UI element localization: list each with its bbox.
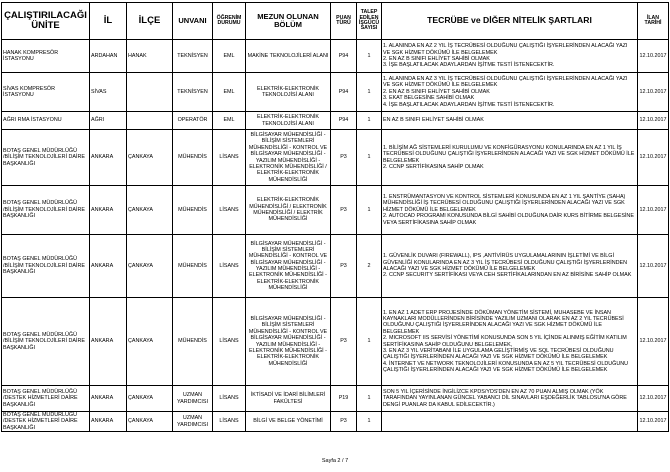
cell-province: ARDAHAN <box>90 40 127 73</box>
unit-line: BAŞKANLIĞI <box>3 160 36 167</box>
requirements-line: 2. CCNP SERTİFİKASINA SAHİP OLMAK <box>383 163 484 170</box>
table-row <box>2 40 669 73</box>
cell-department <box>246 112 331 130</box>
unit-line: BOTAŞ GENEL MÜDÜRLÜĞÜ <box>3 388 77 395</box>
requirements-line: BELGELEMEK <box>383 328 420 335</box>
unit-line: BAŞKANLIĞI <box>3 269 36 276</box>
requirements-line: TARAFINDAN YAYINLANAN GÜNCEL YABANCI DİL SINAVLARI EŞDEĞERLİK TABLOSU'NA GÖRE <box>383 395 627 402</box>
cell-count: 1 <box>357 130 382 186</box>
department-line: MÜHENDİSLİĞİ / ELEKTRİK <box>253 210 323 216</box>
cell-score-type: P19 <box>331 386 357 412</box>
cell-unit <box>2 235 90 298</box>
requirements-line: 2. CCNP SECURITY SERTİFİKASI VEYA CEH SERTİFİKALARINDAN EN AZ BİRİSİNE SAHİP OLMAK <box>383 272 632 279</box>
cell-education: EML <box>213 73 246 112</box>
requirements-line: 3. EN AZ 3 YIL VERİTABANI İLE UYGULAMA GELİŞTİRMİŞ VE SQL TECRÜBESİ OLDUĞUNU <box>383 347 614 354</box>
requirements-line: 2. EN AZ B SINIFI EHLİYET SAHİBİ OLMAK <box>383 56 490 62</box>
requirements-line: MÜHENDİSLİĞİ İŞ TECRÜBESİ OLDUĞUNU ÇALIŞTIĞI İŞYERLERİNDEN ALACAĞI YAZI VE SGK <box>383 200 625 207</box>
requirements-line: KAYNAKLARI MODÜLLERİNDEN BİRİSİNDE YAZILIM UZMANI OLARAK EN AZ 2 YIL TECRÜBESİ <box>383 316 624 322</box>
cell-district: HANAK <box>127 40 173 73</box>
cell-date: 12.10.2017 <box>638 130 669 186</box>
cell-requirements <box>382 73 638 112</box>
cell-date: 12.10.2017 <box>638 412 669 432</box>
cell-education: LİSANS <box>213 235 246 298</box>
cell-requirements <box>382 386 638 412</box>
page-number: Sayfa 2 / 7 <box>321 458 349 464</box>
cell-unit <box>2 130 90 186</box>
department-line: MÜHENDİSLİĞİ - KONTROL VE <box>248 328 328 335</box>
department-line: YAZILIM MÜHENDİSLİĞİ - <box>255 266 321 272</box>
cell-count: 1 <box>357 112 382 130</box>
unit-line: /DESTEK HİZMETLERİ DAİRE <box>3 395 78 402</box>
table-row <box>2 130 669 186</box>
requirements-line: ÇALIŞTIĞI İŞYERLERİNDEN ALACAĞI YAZI VE SGK HİZMET DÖKÜMÜ İLE BELGELEMEK <box>383 367 608 373</box>
cell-date: 12.10.2017 <box>638 112 669 130</box>
header-department: MEZUN OLUNAN BÖLÜM <box>246 3 331 40</box>
unit-line: BAŞKANLIĞI <box>3 213 36 220</box>
department-line: BİLGİSAYAR MÜHENDİSLİĞİ - <box>250 316 326 322</box>
cell-requirements <box>382 298 638 386</box>
department-line: TEKNOLOJİSİ ALANI <box>262 120 314 127</box>
requirements-line: DENGİ PUANLAR DA KABUL EDİLECEKTİR.) <box>383 401 495 408</box>
requirements-line: 4. İŞE BAŞLATILACAK ADAYLARDAN İŞİTME TESTİ İSTENECEKTİR. <box>383 101 555 108</box>
header-province: İL <box>90 3 127 40</box>
department-line: BİLGİSAYAR MÜHENDİSLİĞİ - <box>250 151 326 158</box>
table-row <box>2 386 669 412</box>
department-line: MÜHENDİSLİĞİ <box>268 216 308 223</box>
cell-date: 12.10.2017 <box>638 186 669 235</box>
cell-requirements <box>382 412 638 432</box>
requirements-line: 2. AUTOCAD PROGRAMI KONUSUNDA BİLGİ SAHİBİ OLDUĞUNA DAİR KURS BİTİRME BELGESİNE <box>383 213 634 220</box>
cell-requirements <box>382 235 638 298</box>
cell-education: LİSANS <box>213 130 246 186</box>
requirements-line: 3. İŞE BAŞLATILACAK ADAYLARDAN İŞİTME TESTİ İSTENECEKTİR. <box>383 62 555 69</box>
table-row <box>2 298 669 386</box>
cell-score-type: P94 <box>331 112 357 130</box>
cell-title: OPERATÖR <box>173 112 213 130</box>
requirements-line: BELGELEMEK <box>383 157 420 164</box>
department-line: ELEKTRİK-ELEKTRONİK <box>256 197 319 204</box>
cell-count: 1 <box>357 412 382 432</box>
department-line: BİLGİSAYAR MÜHENDİSLİĞİ - <box>250 240 326 247</box>
cell-unit <box>2 73 90 112</box>
cell-count: 1 <box>357 73 382 112</box>
requirements-line: TECRÜBESİ OLDUĞUNU ÇALIŞTIĞI İŞYERLERİNDEN ALACAĞI YAZI VE SGK HİZMET DÖKÜMÜ İLE <box>383 151 635 158</box>
header-row <box>2 3 669 40</box>
unit-line: BOTAŞ GENEL MÜDÜRLÜĞÜ <box>3 256 77 263</box>
cell-title: UZMAN YARDIMCISI <box>173 412 213 432</box>
department-line: ELEKTRİK-ELEKTRONİK <box>256 170 319 177</box>
cell-unit <box>2 186 90 235</box>
requirements-line: 2. MICROSOFT IIS SERVİSİ YÖNETİMİ KONUSUNDA SON 5 YIL İÇİNDE ALINMIŞ EĞİTİM KATILIM <box>383 335 627 342</box>
unit-line: BAŞKANLIĞI <box>3 401 36 408</box>
cell-department <box>246 130 331 186</box>
cell-education: LİSANS <box>213 412 246 432</box>
unit-line: /BİLİŞİM TEKNOLOJİLERİ DAİRE <box>3 338 85 345</box>
cell-date: 12.10.2017 <box>638 73 669 112</box>
department-line: ELEKTRİK-ELEKTRONİK <box>256 114 319 121</box>
department-line: BİLGİSAYAR MÜHENDİSLİĞİ - <box>250 259 326 266</box>
header-date: İLAN TARİHİ <box>638 3 669 40</box>
unit-line: BOTAŞ GENEL MÜDÜRLÜĞÜ <box>3 200 77 207</box>
requirements-line: VEYA SERTİFİKASINA SAHİP OLMAK <box>383 219 477 226</box>
department-line: MÜHENDİSLİĞİ <box>268 176 308 183</box>
cell-score-type: P3 <box>331 235 357 298</box>
cell-score-type: P3 <box>331 186 357 235</box>
department-line: BİLİŞİM SİSTEMLERİ <box>261 246 315 253</box>
cell-title: TEKNİSYEN <box>173 73 213 112</box>
cell-province: ANKARA <box>90 386 127 412</box>
department-line: BİLİŞİM SİSTEMLERİ <box>261 322 315 329</box>
cell-score-type: P94 <box>331 73 357 112</box>
requirements-line: VE SGK HİZMET DÖKÜMÜ İLE BELGELEMEK <box>383 49 498 56</box>
cell-title: TEKNİSYEN <box>173 40 213 73</box>
cell-department <box>246 40 331 73</box>
header-education: ÖĞRENİM DURUMU <box>213 3 246 40</box>
requirements-line: 3. EKAT BELGESİNE SAHİBİ OLMAK <box>383 95 475 102</box>
header-title: UNVANI <box>173 3 213 40</box>
cell-education: LİSANS <box>213 186 246 235</box>
cell-date: 12.10.2017 <box>638 298 669 386</box>
cell-date: 12.10.2017 <box>638 235 669 298</box>
unit-line: BAŞKANLIĞI <box>3 344 36 351</box>
department-line: ELEKTRONİK MÜHENDİSLİĞİ - <box>249 347 327 354</box>
department-line: ELEKTRİK-ELEKTRONİK <box>256 85 319 92</box>
cell-province: ANKARA <box>90 186 127 235</box>
department-line: FAKÜLTESİ <box>273 398 303 405</box>
department-line: BİLGİ VE BELGE YÖNETİMİ <box>253 418 323 425</box>
department-line: YAZILIM MÜHENDİSLİĞİ - <box>255 341 321 348</box>
requirements-line: 1. ALANINDA EN AZ 2 YIL İŞ TECRÜBESİ OLDUĞUNU ÇALIŞTIĞI İŞYERLERİNDEN ALACAĞI YAZI <box>383 43 628 50</box>
cell-score-type: P94 <box>331 40 357 73</box>
cell-score-type: P3 <box>331 130 357 186</box>
job-listing-table <box>1 2 669 432</box>
department-line: ELEKTRİK-ELEKTRONİK <box>256 278 319 285</box>
requirements-line: 2. EN AZ B SINIFI EHLİYET SAHİBİ OLMAK <box>383 88 490 95</box>
department-line: MÜHENDİSLİĞİ <box>268 360 308 367</box>
cell-department <box>246 235 331 298</box>
requirements-line: 1. BİLİŞİM AĞ SİSTEMLERİ KURULUMU VE KONFİGÜRASYONU KONULARINDA EN AZ 1 YIL İŞ <box>383 144 622 151</box>
cell-department <box>246 73 331 112</box>
header-requirements: TECRÜBE ve DİĞER NİTELİK ŞARTLARI <box>382 3 638 40</box>
cell-unit <box>2 298 90 386</box>
cell-score-type: P3 <box>331 298 357 386</box>
cell-title: MÜHENDİS <box>173 235 213 298</box>
cell-requirements <box>382 112 638 130</box>
department-line: MÜHENDİSLİĞİ - KONTROL VE <box>248 253 328 260</box>
cell-unit <box>2 112 90 130</box>
unit-line: İSTASYONU <box>3 92 34 98</box>
requirements-line: VE SGK HİZMET DÖKÜMÜ İLE BELGELEMEK <box>383 82 498 89</box>
cell-count: 1 <box>357 186 382 235</box>
cell-education: EML <box>213 112 246 130</box>
unit-line: İSTASYONU <box>3 56 34 62</box>
department-line: TEKNOLOJİSİ ALANI <box>262 92 314 98</box>
department-line: BİLİŞİM SİSTEMLERİ <box>261 138 315 145</box>
requirements-line: 1. EN AZ 1 ADET ERP PROJESİNDE DÖKÜMAN YÖNETİM SİSTEMİ, MUHASEBE VE İNSAN <box>383 309 611 316</box>
cell-district: ÇANKAYA <box>127 298 173 386</box>
header-count: TALEP EDİLEN İŞGÜCÜ SAYISI <box>357 3 382 40</box>
cell-count: 1 <box>357 40 382 73</box>
cell-requirements <box>382 40 638 73</box>
unit-line: HANAK KOMPRESÖR <box>3 49 59 56</box>
header-unit: ÇALIŞTIRILACAĞI ÜNİTE <box>2 3 90 40</box>
table-row <box>2 412 669 432</box>
department-line: ELEKTRONİK MÜHENDİSLİĞİ / <box>249 163 327 170</box>
department-line: MÜHENDİSLİĞİ - KONTROL VE <box>248 144 328 151</box>
cell-date: 12.10.2017 <box>638 40 669 73</box>
cell-unit <box>2 412 90 432</box>
cell-education: LİSANS <box>213 386 246 412</box>
table-row <box>2 73 669 112</box>
requirements-line: HİZMET DÖKÜMÜ İLE BELGELEMEK <box>383 206 476 213</box>
unit-line: BOTAŞ GENEL MÜDÜRLÜĞÜ <box>3 331 77 338</box>
cell-requirements <box>382 130 638 186</box>
cell-district: ÇANKAYA <box>127 186 173 235</box>
department-line: BİLGİSAYAR MÜHENDİSLİĞİ - <box>250 335 326 342</box>
table-row <box>2 186 669 235</box>
requirements-line: 1. GÜVENLİK DUVARI (FIREWALL), IPS ,ANTİVİRÜS UYGULAMALARININ İŞLETİMİ VE BİLGİ <box>383 253 614 260</box>
unit-line: /BİLİŞİM TEKNOLOJİLERİ DAİRE <box>3 206 85 213</box>
requirements-line: ÇALIŞTIĞI İŞYERLERİNDEN ALACAĞI YAZI VE SGK HİZMET DÖKÜMÜ İLE BELGELEMEK <box>383 354 608 361</box>
requirements-line: 1. ENSTRÜMANTASYON VE KONTROL SİSTEMLERİ KONUSUNDA EN AZ 1 YIL ŞANTİYE (SAHA) <box>383 194 626 201</box>
unit-line: AĞRI RMA İSTASYONU <box>3 117 62 124</box>
cell-district: ÇANKAYA <box>127 130 173 186</box>
cell-education: LİSANS <box>213 298 246 386</box>
cell-province: SİVAS <box>90 73 127 112</box>
department-line: BİLGİSAYAR MÜHENDİSLİĞİ - <box>250 132 326 138</box>
cell-requirements <box>382 186 638 235</box>
cell-title: MÜHENDİS <box>173 298 213 386</box>
cell-title: UZMAN YARDIMCISI <box>173 386 213 412</box>
unit-line: /BİLİŞİM TEKNOLOJİLERİ DAİRE <box>3 262 85 269</box>
cell-score-type: P3 <box>331 412 357 432</box>
unit-line: BOTAŞ GENEL MÜDÜRLÜĞÜ <box>3 412 77 418</box>
header-score-type: PUAN TÜRÜ <box>331 3 357 40</box>
cell-province: ANKARA <box>90 298 127 386</box>
table-row <box>2 112 669 130</box>
unit-line: BAŞKANLIĞI <box>3 424 36 431</box>
cell-district: ÇANKAYA <box>127 412 173 432</box>
cell-unit <box>2 40 90 73</box>
cell-title: MÜHENDİS <box>173 186 213 235</box>
requirements-line: 4. İNTERNET VE NETWORK TEKNOLOJİLERİ KONUSUNDA EN AZ 5 YIL TECRÜBESİ OLDUĞUNU <box>383 360 629 367</box>
cell-province: ANKARA <box>90 130 127 186</box>
header-district: İLÇE <box>127 3 173 40</box>
requirements-line: ALACAĞI YAZI VE SGK HİZMET DÖKÜMÜ İLE BELGELEMEK <box>383 266 536 272</box>
cell-count: 1 <box>357 386 382 412</box>
department-line: İKTİSADİ VE İDARİ BİLİMLERİ <box>250 392 326 399</box>
department-line: ELEKTRONİK MÜHENDİSLİĞİ - <box>249 272 327 279</box>
department-line: MÜHENDİSLİĞİ <box>268 285 308 292</box>
cell-district: ÇANKAYA <box>127 235 173 298</box>
unit-line: /BİLİŞİM TEKNOLOJİLERİ DAİRE <box>3 154 85 161</box>
cell-date: 12.10.2017 <box>638 386 669 412</box>
cell-department <box>246 386 331 412</box>
requirements-line: GÜVENLİĞİ KONULARINDA EN AZ 3 YIL İŞ TECRÜBESİ OLDUĞUNU ÇALIŞTIĞI İŞYERLERİNDEN <box>383 259 628 266</box>
cell-count: 1 <box>357 298 382 386</box>
requirements-line: SERTİFİKASINA SAHİP OLDUĞUNU BELGELEMEK, <box>383 341 513 348</box>
cell-unit <box>2 386 90 412</box>
requirements-line: SON 5 YIL İÇERİSİNDE İNGİLİZCE KPDS/YDS'DEN EN AZ 70 PUAN ALMIŞ OLMAK (YÖK <box>383 388 604 395</box>
cell-district <box>127 73 173 112</box>
requirements-line: OLDUĞUNU ÇALIŞTIĞI İŞYERLERİNDEN ALACAĞI YAZI VE SGK HİZMET DÖKÜMÜ İLE <box>383 322 602 329</box>
cell-title: MÜHENDİS <box>173 130 213 186</box>
cell-district <box>127 112 173 130</box>
cell-department <box>246 186 331 235</box>
cell-count: 2 <box>357 235 382 298</box>
department-line: MAKİNE TEKNOLOJİLERİ ALANI <box>247 52 329 59</box>
cell-department <box>246 412 331 432</box>
department-line: ELEKTRİK-ELEKTRONİK <box>256 354 319 361</box>
table-row <box>2 235 669 298</box>
department-line: YAZILIM MÜHENDİSLİĞİ - <box>255 157 321 164</box>
requirements-line: 1. ALANINDA EN AZ 3 YIL İŞ TECRÜBESİ OLDUĞUNU ÇALIŞTIĞI İŞYERLERİNDEN ALACAĞI YAZI <box>383 76 628 83</box>
requirements-line: EN AZ B SINIFI EHLİYET SAHİBİ OLMAK <box>383 117 484 124</box>
unit-line: SİVAS KOMPRESÖR <box>3 85 56 92</box>
cell-province: ANKARA <box>90 235 127 298</box>
unit-line: /DESTEK HİZMETLERİ DAİRE <box>3 418 78 425</box>
cell-province: ANKARA <box>90 412 127 432</box>
cell-province: AĞRI <box>90 112 127 130</box>
unit-line: BOTAŞ GENEL MÜDÜRLÜĞÜ <box>3 147 77 154</box>
cell-district: ÇANKAYA <box>127 386 173 412</box>
cell-department <box>246 298 331 386</box>
department-line: MÜHENDİSLİĞİ / ELEKTRONİK <box>249 203 327 210</box>
cell-education: EML <box>213 40 246 73</box>
